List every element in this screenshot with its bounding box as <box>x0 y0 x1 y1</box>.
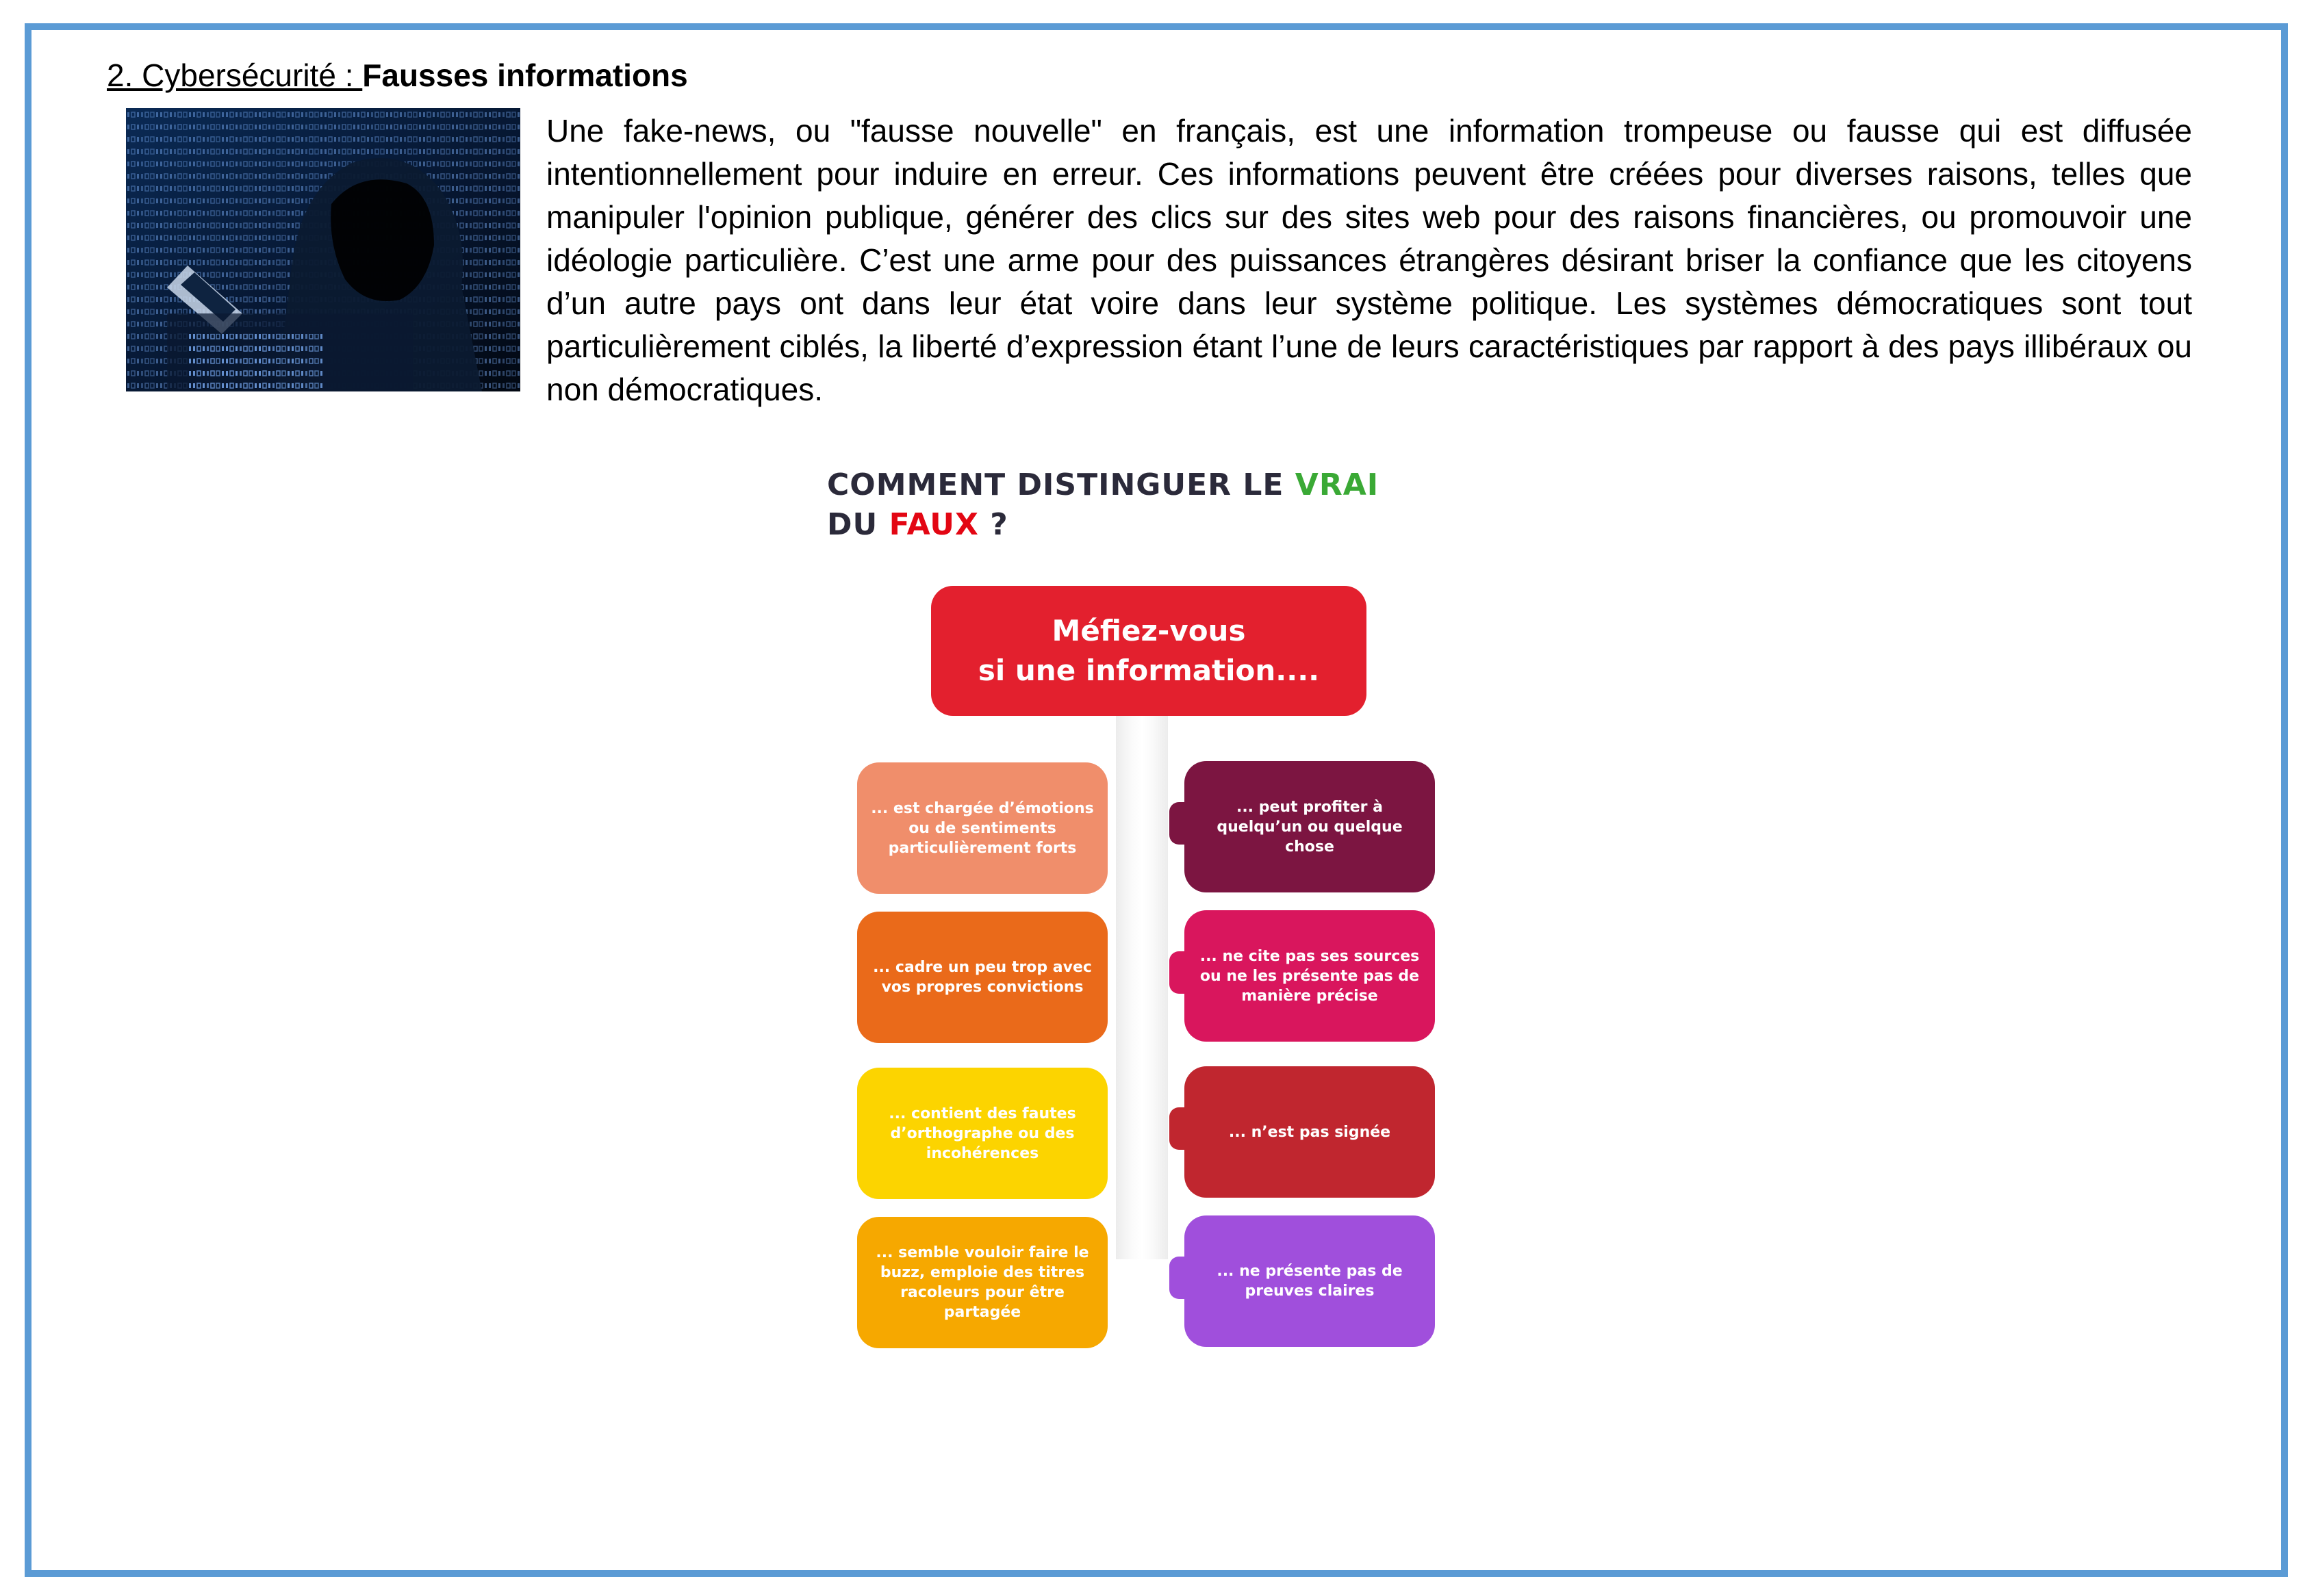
left-card-4-text: ... semble vouloir faire le buzz, emploie des titres racoleurs pour être partagée <box>876 1244 1089 1321</box>
title-vrai: VRAI <box>1295 467 1379 502</box>
title-part1: COMMENT DISTINGUER LE <box>827 467 1295 502</box>
right-card-3-text: ... n’est pas signée <box>1228 1123 1391 1141</box>
right-card-3 <box>1184 1066 1435 1198</box>
title-faux: FAUX <box>889 507 979 542</box>
infographic-title <box>827 465 1379 545</box>
section-heading <box>107 55 688 96</box>
left-card-2-text: ... cadre un peu trop avec vos propres convictions <box>873 959 1092 996</box>
right-card-2 <box>1184 910 1435 1042</box>
section-number: 2. Cybersécurité : <box>107 57 363 93</box>
intro-paragraph: Une fake-news, ou "fausse nouvelle" en français, est une information trompeuse ou fausse qui est diffusée intentionnellement pour induire en erreur. Ces informations peuvent être créées pour diverses raisons, telles que manipuler l'opinion publique, générer des clics sur des sites web pour des raisons financières, ou promouvoir une idéologie particulière. C’est une arme pour des puissances étrangères désirant briser la confiance que les citoyens d’un autre pays ont dans leur état voire dans leur système politique. Les systèmes démocratiques sont tout particulièrement ciblés, la liberté d’expression étant l’une de leurs caractéristiques par rapport à des pays illibéraux ou non démocratiques. <box>546 113 2192 407</box>
left-card-1-text: ... est chargée d’émotions ou de sentiments particulièrement forts <box>871 799 1094 857</box>
hacker-image <box>126 108 520 391</box>
right-card-4-text: ... ne présente pas de preuves claires <box>1217 1263 1403 1300</box>
infographic-stem <box>1116 712 1168 1259</box>
left-card-1 <box>857 762 1108 894</box>
left-card-2 <box>857 912 1108 1043</box>
main-line-1: Méfiez-vous <box>1052 614 1246 647</box>
title-part2: DU <box>827 507 889 542</box>
section-title: Fausses informations <box>362 57 688 93</box>
right-card-1-text: ... peut profiter à quelqu’un ou quelque chose <box>1217 798 1403 855</box>
title-question: ? <box>978 507 1008 542</box>
left-card-4 <box>857 1217 1108 1348</box>
infographic <box>848 582 1436 1362</box>
left-card-3-text: ... contient des fautes d’orthographe ou des incohérences <box>889 1105 1076 1162</box>
main-warning-box <box>931 586 1366 716</box>
main-line-2: si une information.... <box>978 654 1320 687</box>
right-card-2-text: ... ne cite pas ses sources ou ne les présente pas de manière précise <box>1199 947 1420 1005</box>
right-card-1 <box>1184 761 1435 892</box>
right-card-4 <box>1184 1215 1435 1347</box>
left-card-3 <box>857 1068 1108 1199</box>
